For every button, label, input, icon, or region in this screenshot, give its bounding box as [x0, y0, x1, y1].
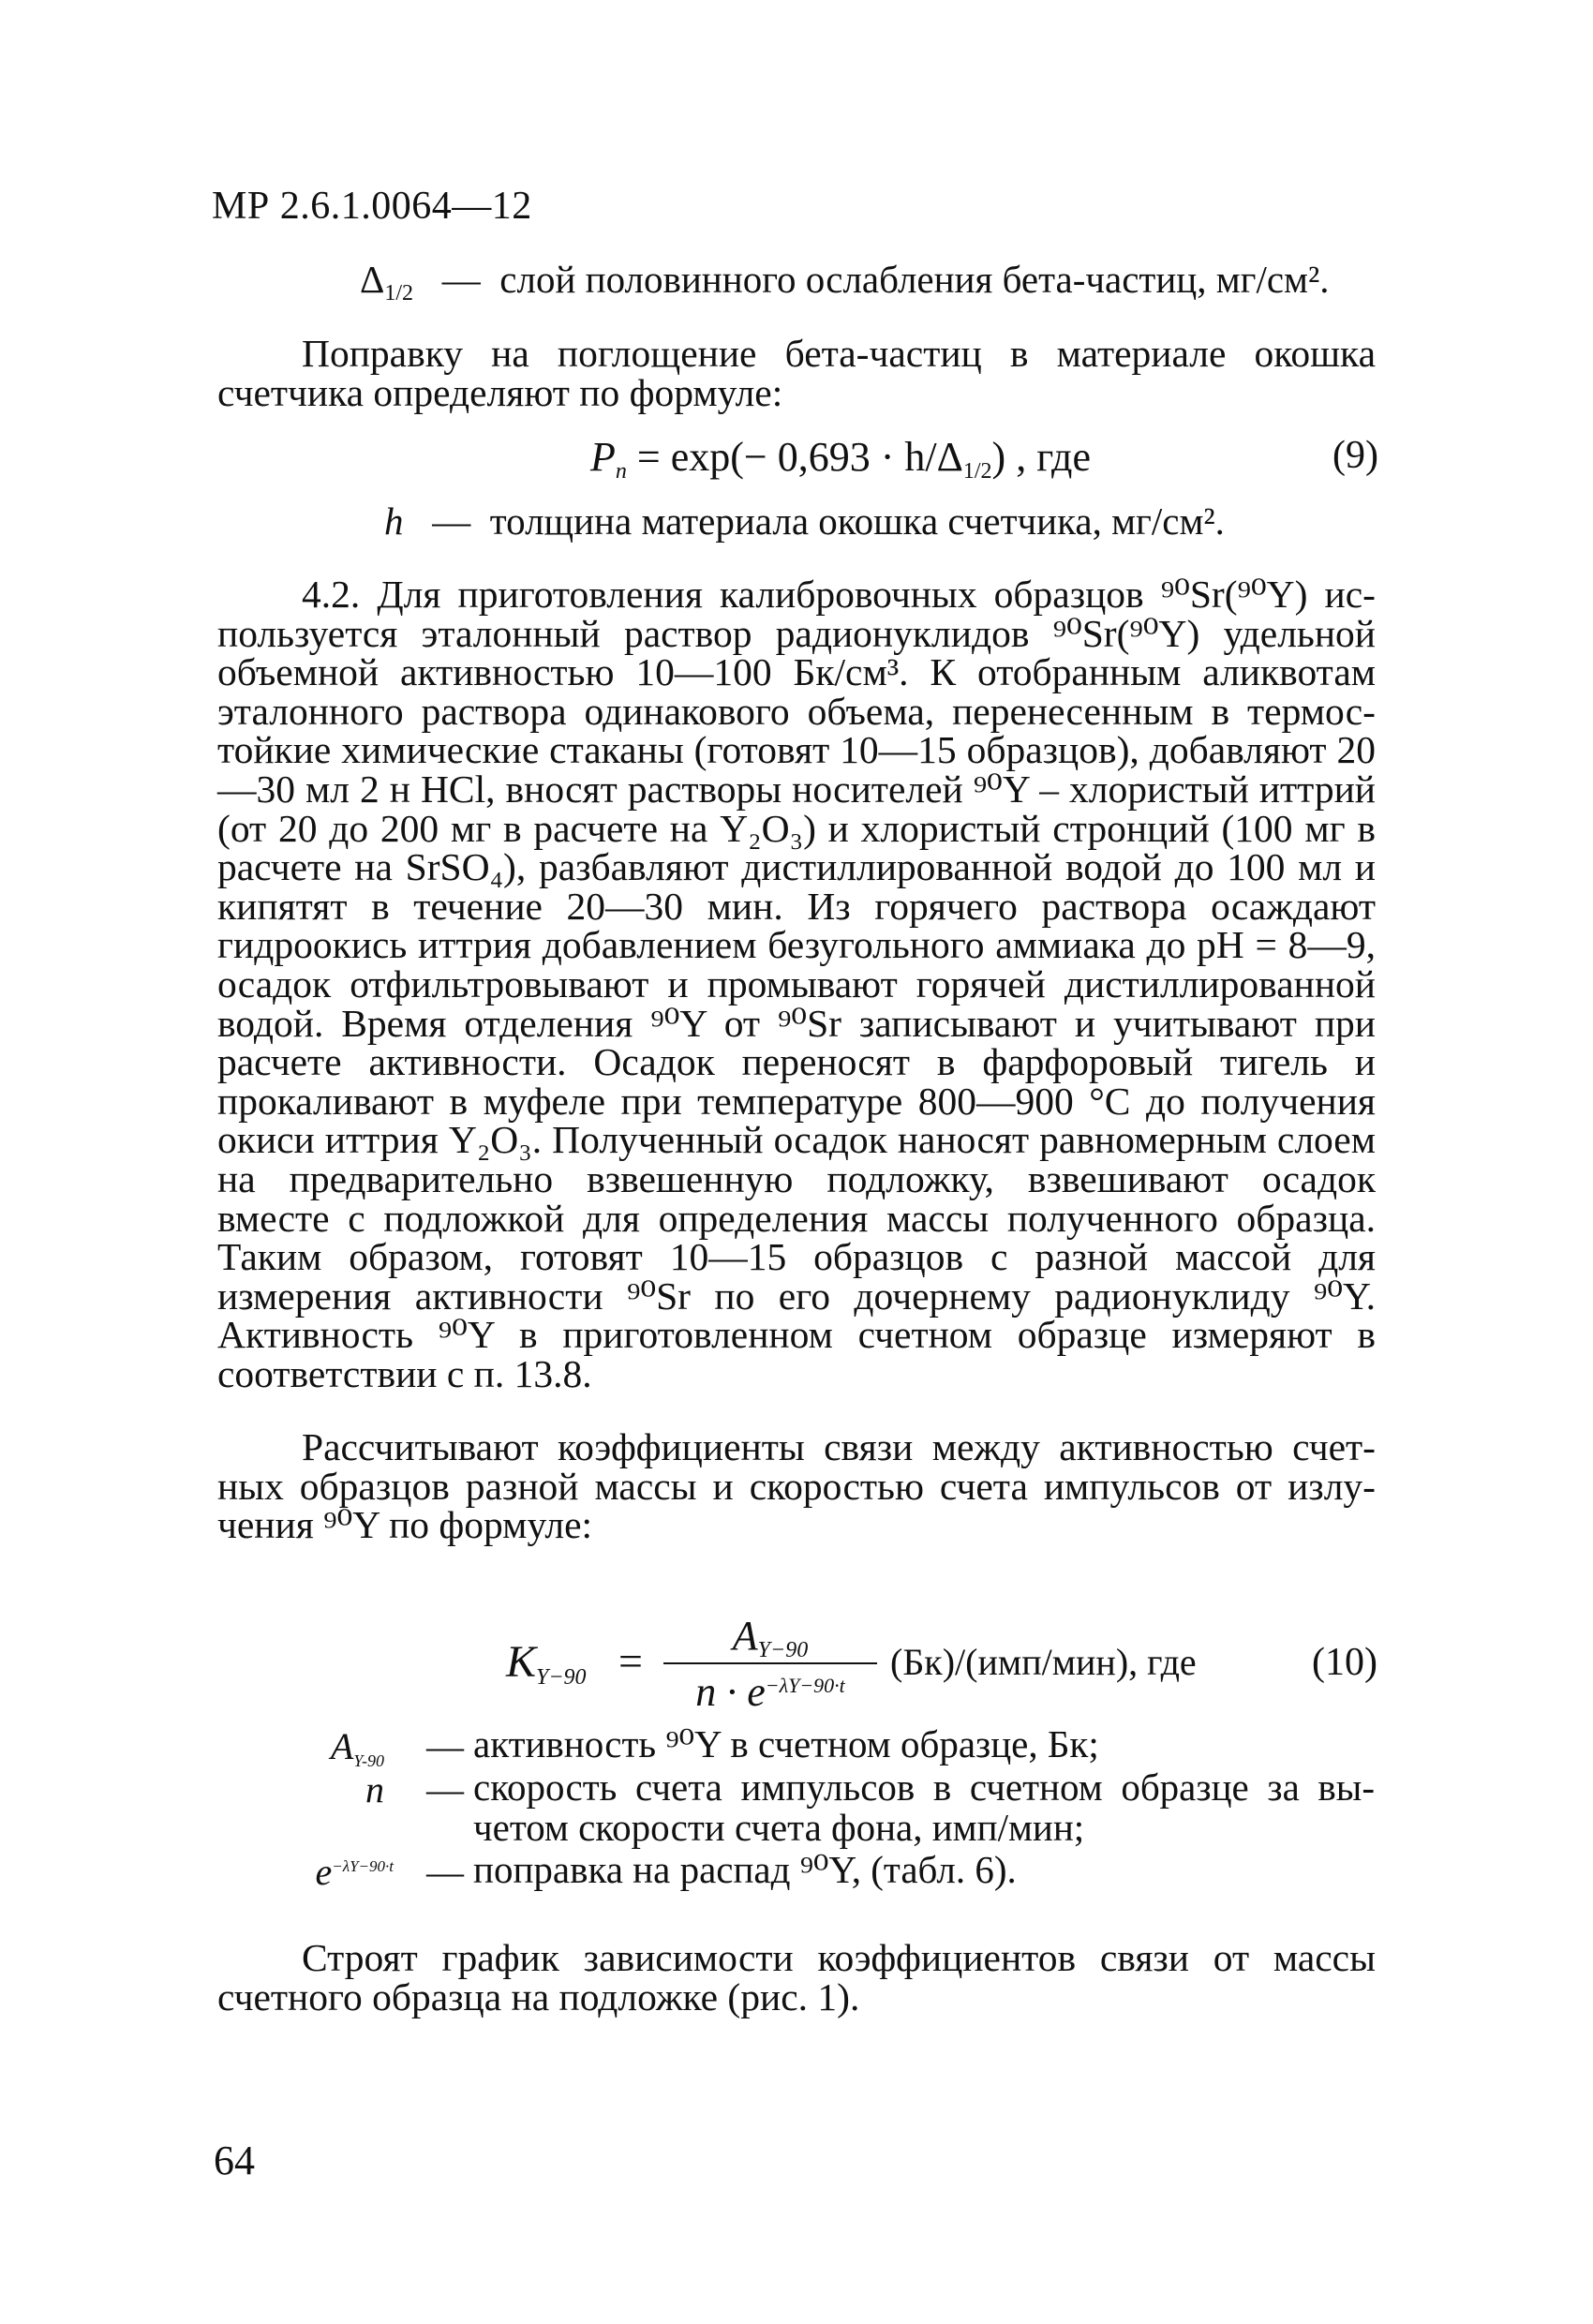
definition-dash: — — [412, 499, 481, 543]
page-number: 64 — [214, 2138, 255, 2183]
definition-dash: — — [426, 1851, 464, 1893]
formula-9-close: ) — [991, 434, 1006, 480]
formula-9-lhs-sub: n — [615, 459, 627, 484]
definition-dash: — — [426, 1725, 464, 1767]
formula-10-equals: = — [618, 1637, 643, 1685]
h-symbol: h — [384, 499, 404, 543]
paragraph-4-2: 4.2. Для приготовления калибровочных образцов ⁹⁰Sr(⁹⁰Y) используется эталонный раствор радионуклидов ⁹⁰Sr(⁹⁰Y) удельной объемной активностью 10—100 Бк/см³. К отобранным аликвотам эталонного раствора одинакового объема, перенесенным в термостойкие химические стаканы (готовят 10—15 образцов), добавляют 20—30 мл 2 н HCl, вносят растворы носителей ⁹⁰Y – хлористый иттрий (от 20 до 200 мг в расчете на Y₂O₃) и хлористый стронций (100 мг в расчете на SrSO₄), разбавляют дистиллированной водой до 100 мл и кипятят в течение 20—30 мин. Из горячего раствора осаждают гидроокись иттрия добавлением безугольного аммиака до pH = 8—9, осадок отфильтровывают и промывают горячей дистиллированной водой. Время отделения ⁹⁰Y от ⁹⁰Sr записывают и учитывают при расчете активности. Осадок переносят в фарфоровый тигель и прокаливают в муфеле при температуре 800—900 °C до получения окиси иттрия Y₂O₃. Полученный осадок наносят равномерным слоем на предварительно взвешенную подложку, взвешивают осадок вместе с подложкой для определения массы полученного образца. Таким образом, готовят 10—15 образцов с разной массой для измерения активности ⁹⁰Sr по его дочернему радионуклиду ⁹⁰Y. Активность ⁹⁰Y в приготовленном счетном образце измеряют в соответствии с п. 13.8. — [217, 573, 1376, 1395]
formula-9-where: , где — [1016, 434, 1091, 480]
def-symbol-decay: $e^{-\lambda Y-90\cdot t}$ — [315, 1851, 394, 1893]
definition-dash: — — [423, 258, 491, 301]
formula-9-lhs: P — [590, 434, 616, 480]
def-symbol-activity: $A_{Y-90}$ — [330, 1725, 384, 1770]
formula-10-lhs-sub: Y−90 — [536, 1665, 587, 1690]
formula-10-units: (Бк)/(имп/мин), где — [890, 1641, 1197, 1683]
formula-9-number: (9) — [1332, 434, 1378, 477]
formula-10-denominator: n · e — [695, 1669, 766, 1715]
formula-9-rhs: = exp(− 0,693 · h/Δ — [636, 434, 963, 480]
delta-definition — [360, 257, 1330, 316]
formula-10-number: (10) — [1312, 1641, 1377, 1684]
formula-10-numerator: A — [732, 1613, 758, 1659]
h-definition-text: толщина материала окошка счетчика, мг/см². — [489, 499, 1225, 543]
paragraph-graph: Строят график зависимости коэффициентов связи от массы счетного образца на подложке (рис. 1). — [217, 1936, 1376, 2019]
formula-10 — [506, 1612, 1256, 1715]
delta-symbol: $\Delta_{1/2}$ — [360, 258, 414, 305]
def-text-count-rate: скорость счета импульсов в счетном образце за вычетом скорости счета фона, имп/мин; — [473, 1765, 1375, 1849]
def-text-decay: поправка на распад ⁹⁰Y, (табл. 6). — [473, 1848, 1017, 1891]
formula-9-rhs-sub: 1/2 — [962, 459, 992, 484]
paragraph-coefficients: Рассчитывают коэффициенты связи между активностью счетных образцов разной массы и скоростью счета импульсов от излучения ⁹⁰Y по формуле: — [217, 1425, 1376, 1547]
delta-definition-text: слой половинного ослабления бета-частиц, мг/см². — [499, 258, 1330, 301]
paragraph-window-correction: Поправку на поглощение бета-частиц в материале окошка счетчика определяют по формуле: — [217, 332, 1376, 414]
h-definition — [384, 499, 1225, 544]
formula-10-lhs: K — [506, 1637, 537, 1687]
fraction-bar — [663, 1662, 877, 1664]
document-code-header: МР 2.6.1.0064—12 — [212, 185, 532, 228]
def-text-activity: активность ⁹⁰Y в счетном образце, Бк; — [473, 1722, 1099, 1765]
formula-10-numerator-sub: Y−90 — [757, 1638, 809, 1662]
formula-9 — [590, 433, 1091, 484]
definition-dash: — — [426, 1768, 464, 1810]
def-symbol-count-rate: n — [365, 1768, 384, 1810]
formula-10-denominator-sup: −λY−90·t — [765, 1674, 845, 1697]
formula-10-fraction — [663, 1612, 877, 1715]
